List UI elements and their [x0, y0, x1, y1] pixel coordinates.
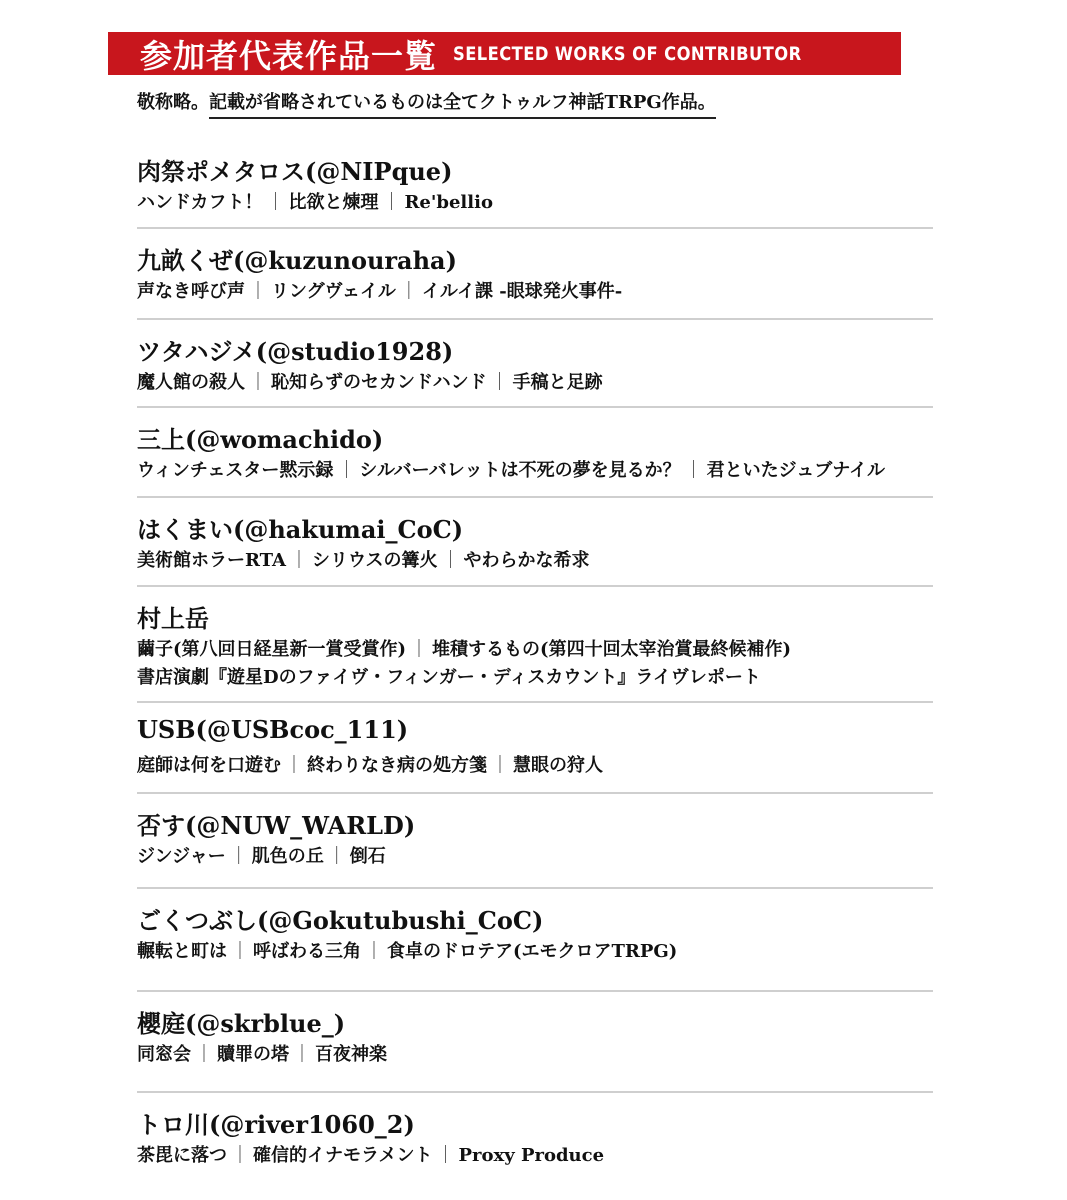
- work-title: 美術館ホラーRTA: [137, 550, 287, 571]
- works-line: [137, 1141, 604, 1167]
- work-title: 君といたジュブナイル: [706, 460, 885, 481]
- works-line: [137, 456, 885, 482]
- separator: ｜: [382, 192, 401, 213]
- contributor-name: USB(@USBcoc_111): [137, 715, 409, 744]
- works-line: [137, 937, 677, 963]
- title-banner: [108, 32, 901, 75]
- work-title: 肌色の丘: [251, 846, 324, 867]
- separator: ｜: [231, 1145, 249, 1166]
- works-line: [137, 663, 761, 689]
- work-title: 庭師は何を口遊む: [137, 755, 281, 776]
- separator: ｜: [231, 941, 249, 962]
- contributor-name: はくまい(@hakumai_CoC): [137, 515, 464, 544]
- work-title: 恥知らずのセカンドハンド: [271, 372, 487, 393]
- contributor-name: 否す(@NUW_WARLD): [137, 811, 416, 840]
- contributor-name: 肉祭ポメタロス(@NIPque): [137, 157, 453, 186]
- works-line: [137, 368, 603, 394]
- separator: ｜: [293, 1044, 311, 1065]
- note-text: [137, 88, 716, 114]
- work-title: 呼ばわる三角: [253, 941, 361, 962]
- work-title: ジンジャー: [137, 846, 226, 867]
- contributor-name: トロ川(@river1060_2): [137, 1110, 415, 1139]
- works-line: [137, 188, 493, 214]
- page-subtitle: SELECTED WORKS OF CONTRIBUTOR: [453, 42, 802, 65]
- work-title: 輾転と町は: [137, 941, 227, 962]
- work-title: シルバーバレットは不死の夢を見るか？: [359, 460, 681, 481]
- contributor-name: 三上(@womachido): [137, 425, 384, 454]
- separator: ｜: [195, 1044, 213, 1065]
- work-title: 茶毘に落つ: [137, 1145, 227, 1166]
- page-title: 参加者代表作品一覧: [140, 36, 438, 75]
- contributor-name: ごくつぶし(@Gokutubushi_CoC): [137, 906, 544, 935]
- contributor-entry: [137, 498, 933, 587]
- work-title: やわらかな希求: [463, 550, 590, 571]
- separator: ｜: [266, 192, 285, 213]
- separator: ｜: [441, 550, 460, 571]
- work-title: 倒石: [349, 846, 386, 867]
- contributor-list: [137, 140, 933, 1189]
- separator: ｜: [337, 460, 356, 481]
- work-title: 確信的イナモラメント: [253, 1145, 433, 1166]
- work-title: ハンドカフト！: [137, 192, 263, 213]
- work-title: ウィンチェスター黙示録: [137, 460, 334, 481]
- works-line: [137, 751, 603, 777]
- separator: ｜: [490, 372, 509, 393]
- contributor-entry: [137, 140, 933, 229]
- work-title: リングヴェイル: [271, 281, 396, 302]
- separator: ｜: [491, 755, 509, 776]
- note-underlined: 記載が省略されているものは全てクトゥルフ神話TRPG作品。: [209, 92, 716, 119]
- works-line: [137, 635, 791, 661]
- works-line: [137, 546, 590, 572]
- work-title: 慧眼の狩人: [513, 755, 603, 776]
- contributor-entry: [137, 703, 933, 794]
- contributor-name: 村上岳: [137, 604, 209, 633]
- separator: ｜: [684, 460, 703, 481]
- separator: ｜: [249, 281, 267, 302]
- contributor-entry: [137, 229, 933, 320]
- work-title: 書店演劇『遊星Dのファイヴ・フィンガー・ディスカウント』ライヴレポート: [137, 667, 761, 688]
- separator: ｜: [399, 281, 418, 302]
- separator: ｜: [290, 550, 309, 571]
- work-title: 食卓のドロテア(エモクロアTRPG): [387, 941, 678, 962]
- work-title: イルイ課 -眼球発火事件-: [421, 281, 623, 302]
- separator: ｜: [365, 941, 383, 962]
- work-title: Proxy Produce: [458, 1145, 605, 1166]
- work-title: Re'bellio: [404, 192, 493, 213]
- work-title: 声なき呼び声: [137, 281, 245, 302]
- works-line: [137, 277, 622, 303]
- separator: ｜: [327, 846, 346, 867]
- works-line: [137, 1040, 387, 1066]
- separator: ｜: [436, 1145, 455, 1166]
- work-title: 手稿と足跡: [512, 372, 603, 393]
- contributor-entry: [137, 889, 933, 992]
- contributor-entry: [137, 1093, 933, 1189]
- separator: ｜: [249, 372, 267, 393]
- contributor-entry: [137, 320, 933, 408]
- work-title: 魔人館の殺人: [137, 372, 245, 393]
- work-title: 繭子(第八回日経星新一賞受賞作): [137, 639, 407, 660]
- works-line: [137, 842, 386, 868]
- work-title: 堆積するもの(第四十回太宰治賞最終候補作): [432, 639, 792, 660]
- contributor-entry: [137, 408, 933, 498]
- contributor-name: 九畝くぜ(@kuzunouraha): [137, 246, 457, 275]
- separator: ｜: [285, 755, 303, 776]
- separator: ｜: [410, 639, 429, 660]
- contributor-entry: [137, 794, 933, 889]
- work-title: 同窓会: [137, 1044, 191, 1065]
- work-title: 終わりなき病の処方箋: [307, 755, 487, 776]
- contributor-name: ツタハジメ(@studio1928): [137, 337, 454, 366]
- contributor-entry: [137, 992, 933, 1093]
- work-title: シリウスの篝火: [312, 550, 438, 571]
- note-prefix: 敬称略。: [137, 92, 209, 113]
- work-title: 比欲と煉理: [288, 192, 379, 213]
- separator: ｜: [229, 846, 248, 867]
- contributor-entry: [137, 587, 933, 703]
- work-title: 百夜神楽: [315, 1044, 387, 1065]
- contributor-name: 櫻庭(@skrblue_): [137, 1009, 346, 1038]
- work-title: 贖罪の塔: [217, 1044, 289, 1065]
